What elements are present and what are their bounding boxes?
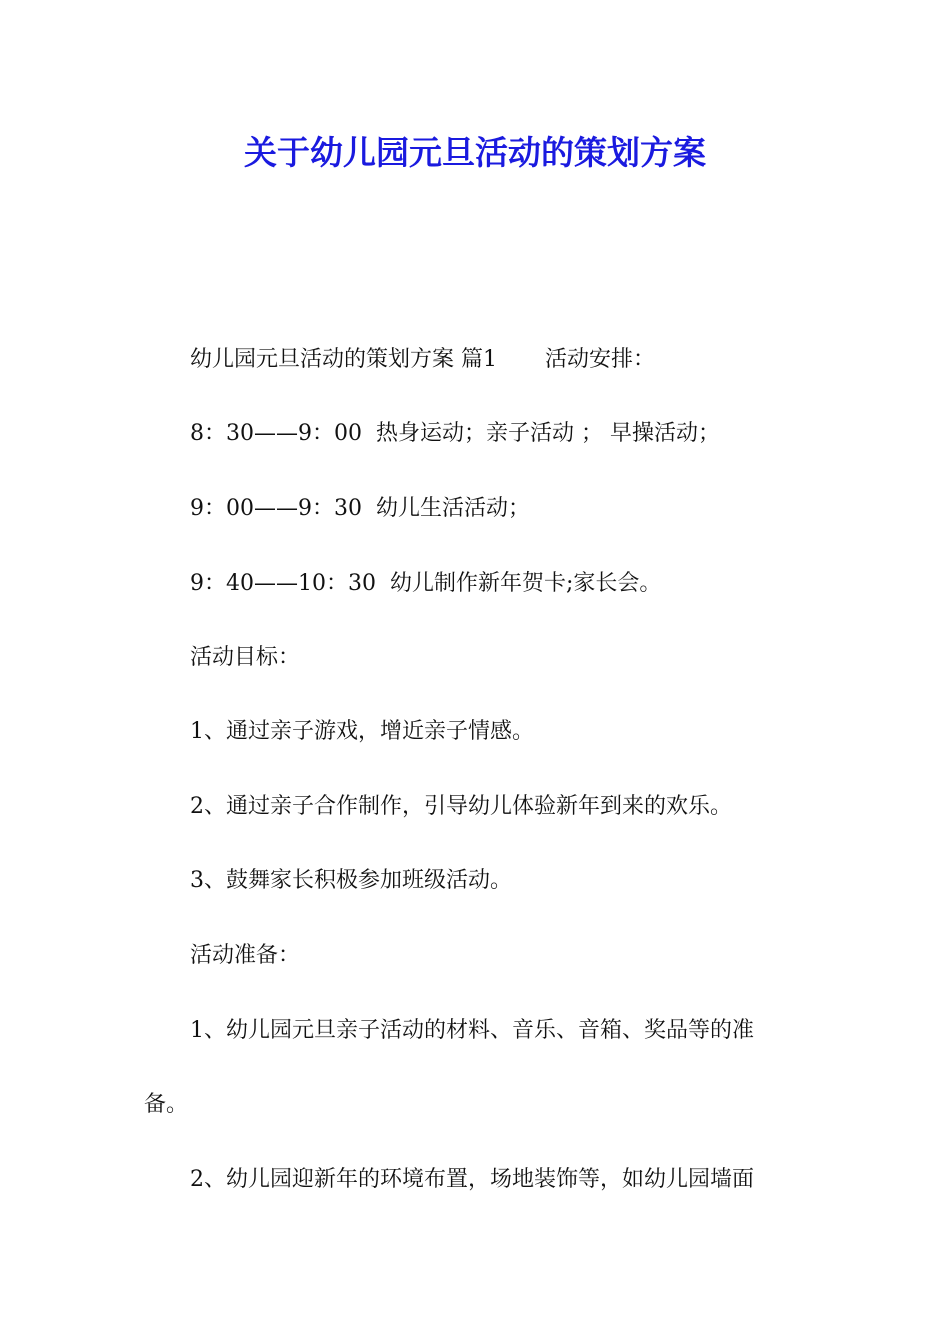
- preparation-item-1-continued: 备。: [144, 1092, 189, 1117]
- goals-heading: 活动目标：: [190, 645, 301, 670]
- goal-item-2: 2、通过亲子合作制作，引导幼儿体验新年到来的欢乐。: [190, 794, 732, 819]
- goal-item-3: 3、鼓舞家长积极参加班级活动。: [190, 868, 512, 893]
- schedule-heading: 活动安排：: [545, 347, 656, 372]
- document-title: 关于幼儿园元旦活动的策划方案: [244, 133, 706, 172]
- schedule-item-2: 9：00——9：30 幼儿生活活动；: [190, 496, 530, 521]
- schedule-item-3: 9：40——10：30 幼儿制作新年贺卡;家长会。: [190, 571, 662, 596]
- paragraph-plan-heading: [190, 340, 655, 380]
- goal-item-1: 1、通过亲子游戏，增近亲子情感。: [190, 719, 534, 744]
- preparation-item-1: 1、幼儿园元旦亲子活动的材料、音乐、音箱、奖品等的准: [190, 1018, 754, 1043]
- preparation-item-2: 2、幼儿园迎新年的环境布置，场地装饰等，如幼儿园墙面: [190, 1167, 754, 1192]
- plan-section-label: 幼儿园元旦活动的策划方案 篇1: [190, 347, 497, 372]
- preparation-heading: 活动准备：: [190, 943, 301, 968]
- schedule-item-1: 8：30——9：00 热身运动；亲子活动 ； 早操活动；: [190, 421, 720, 446]
